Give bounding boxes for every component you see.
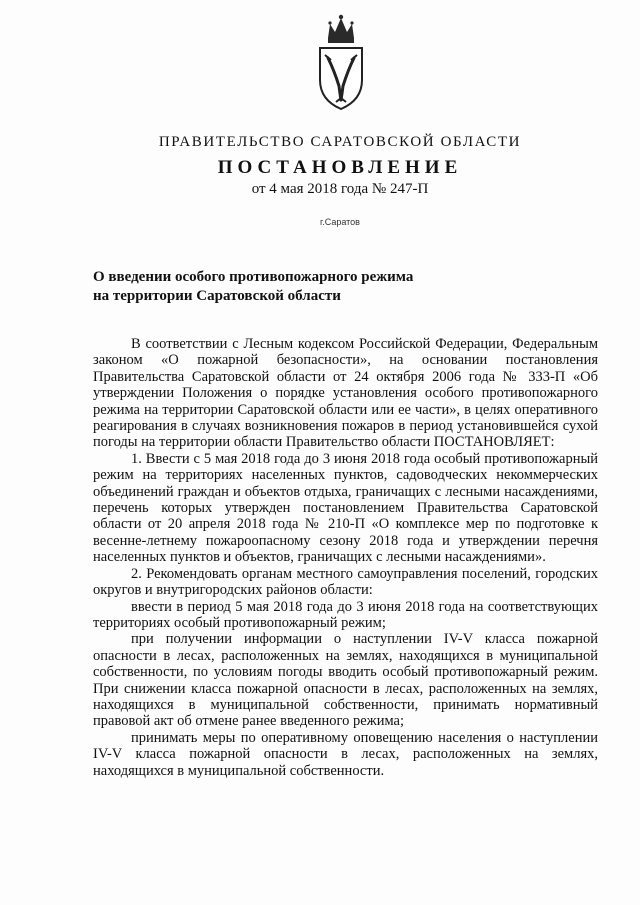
document-title	[93, 268, 413, 306]
document-type-heading: ПОСТАНОВЛЕНИЕ	[217, 157, 463, 178]
coat-of-arms-icon	[310, 14, 372, 114]
government-name: ПРАВИТЕЛЬСТВО САРАТОВСКОЙ ОБЛАСТИ	[158, 134, 522, 150]
document-date-number: от 4 мая 2018 года № 247-П	[251, 181, 429, 197]
document-title-line-2: на территории Саратовской области	[93, 288, 341, 304]
item-2-subparagraph-a: ввести в период 5 мая 2018 года до 3 июня 2018 года на соответствующих территориях особый противопожарный режим;	[93, 598, 598, 631]
item-1-paragraph: 1. Ввести с 5 мая 2018 года до 3 июня 2018 года особый противопожарный режим на территориях населенных пунктов, садоводческих некоммерческих объединений граждан и объектов отдыха, граничащих с лесными насаждениями, перечень которых утвержден постановлением Правительства Саратовской области от 20 апреля 2018 года № 210-П «О комплексе мер по подготовке к весенне-летнему пожароопасному сезону 2018 года и утверждении перечня населенных пунктов и объектов, граничащих с лесными насаждениями».	[93, 450, 598, 566]
item-2-subparagraph-c: принимать меры по оперативному оповещению населения о наступлении IV-V класса пожарной опасности в лесах, расположенных на землях, находящихся в муниципальной собственности.	[93, 729, 598, 779]
item-2-paragraph: 2. Рекомендовать органам местного самоуправления поселений, городских округов и внутригородских районов области:	[93, 565, 598, 599]
item-2-subparagraph-b: при получении информации о наступлении IV-V класса пожарной опасности в лесах, расположенных на землях, находящихся в муниципальной собственности, по условиям погоды вводить особый противопожарный режим. При снижении класса пожарной опасности в лесах, расположенных на землях, находящихся в муниципальной собственности, принимать нормативный правовой акт об отмене ранее введенного режима;	[93, 631, 598, 730]
document-body	[93, 336, 598, 779]
preamble-paragraph: В соответствии с Лесным кодексом Российской Федерации, Федеральным законом «О пожарной безопасности», на основании постановления Правительства Саратовской области от 24 октября 2006 года № 333-П «Об утверждении Положения о порядке установления особого противопожарного режима на территории Саратовской области или ее части», в целях оперативного реагирования в случаях возникновения пожаров в период установившейся сухой погоды на территории области Правительство области ПОСТАНОВЛЯЕТ:	[93, 336, 598, 451]
document-title-line-1: О введении особого противопожарного режима	[93, 269, 414, 285]
city-label: г.Саратов	[320, 217, 360, 227]
